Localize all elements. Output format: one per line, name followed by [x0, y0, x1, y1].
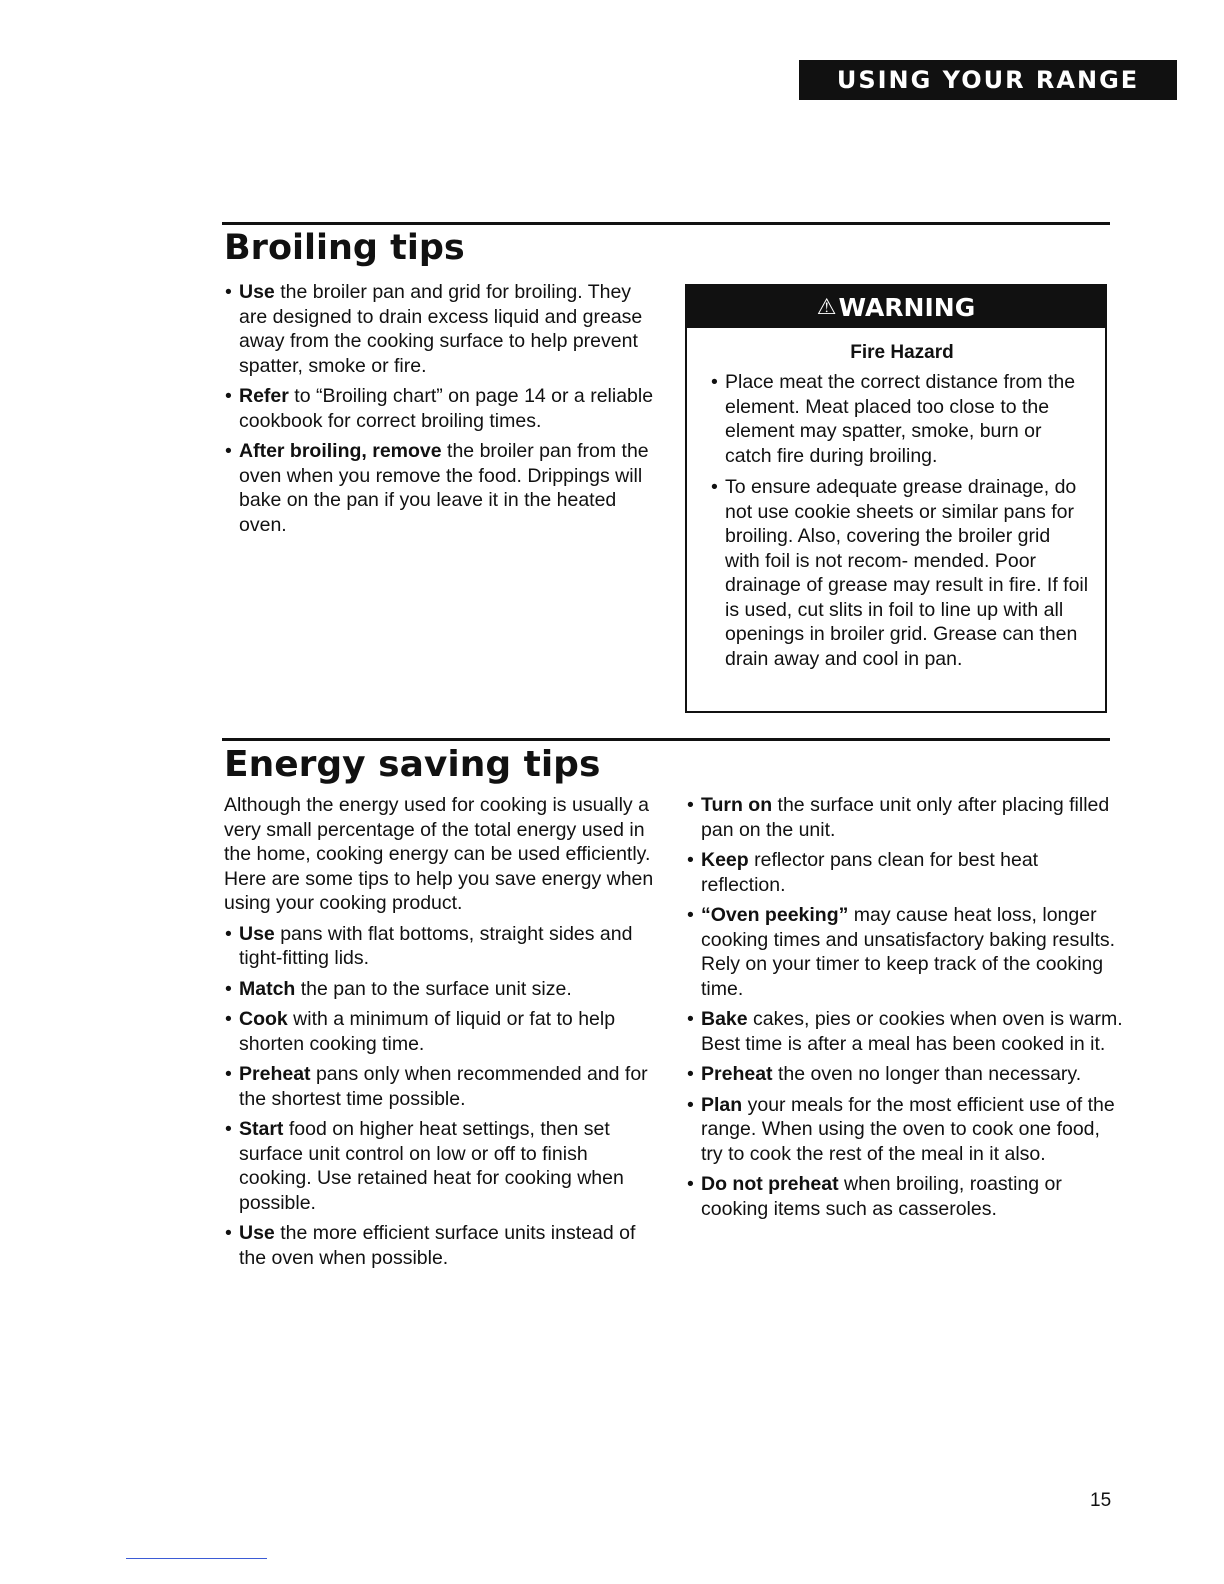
warning-box [685, 284, 1107, 713]
list-item [224, 1221, 654, 1270]
list-item [224, 977, 654, 1002]
tip-lead: Match [239, 977, 296, 1000]
tip-text: the broiler pan and grid for broiling. They are designed to drain excess liquid and grease away from the cooking surface to help prevent spatter, smoke or fire. [239, 281, 643, 377]
tip-lead: Keep [701, 849, 749, 871]
list-item [224, 439, 654, 537]
tip-lead: Use [239, 1222, 275, 1244]
section-divider [222, 738, 1110, 741]
tip-lead: Turn on [701, 794, 773, 816]
tip-text: reflector pans clean for best heat reflection. [701, 849, 1039, 896]
section-divider [222, 222, 1110, 225]
list-item [686, 1172, 1126, 1221]
section-banner: USING YOUR RANGE [799, 60, 1177, 100]
list-item [224, 1062, 654, 1111]
list-item [686, 1093, 1126, 1167]
tip-lead: Cook [239, 1008, 288, 1030]
energy-tips-right [686, 793, 1126, 1227]
list-item [224, 922, 654, 971]
tip-text: the pan to the surface unit size. [295, 977, 572, 1000]
page-number: 15 [1090, 1490, 1112, 1511]
tip-text: the oven no longer than necessary. [772, 1063, 1082, 1085]
list-item [686, 1007, 1126, 1056]
energy-title: Energy saving tips [224, 744, 601, 785]
tip-lead: “Oven peeking” [701, 904, 849, 926]
list-item [686, 1062, 1126, 1087]
list-item [686, 793, 1126, 842]
footer-line [126, 1558, 267, 1559]
tip-lead: Do not preheat [701, 1173, 839, 1195]
broiling-tips-list [224, 280, 654, 543]
energy-tips-left [224, 793, 654, 1276]
list-item [224, 280, 654, 378]
tip-text: to “Broiling chart” on page 14 or a reliable cookbook for correct broiling times. [239, 385, 654, 432]
tip-text: the surface unit only after placing filled pan on the unit. [701, 794, 1110, 841]
tip-lead: Start [239, 1118, 284, 1140]
warning-title: WARNING [838, 292, 976, 322]
tip-text: the more efficient surface units instead of the oven when possible. [239, 1222, 636, 1269]
tip-lead: Preheat [701, 1063, 773, 1085]
warning-item: • Place meat the correct distance from the element. Meat placed too close to the element may spatter, smoke, burn or catch fire during broiling. [711, 370, 1089, 468]
tip-lead: After broiling, remove [239, 440, 442, 462]
broiling-title: Broiling tips [224, 228, 465, 268]
tip-text: pans only when recommended and for the shortest time possible. [239, 1063, 648, 1110]
tip-text: pans with flat bottoms, straight sides and tight-fitting lids. [239, 922, 633, 969]
tip-text: with a minimum of liquid or fat to help shorten cooking time. [239, 1008, 616, 1055]
tip-lead: Plan [701, 1093, 743, 1116]
list-item [224, 1007, 654, 1056]
warning-triangle-icon: ⚠ [816, 294, 837, 320]
tip-text: may cause heat loss, longer cooking times and unsatisfactory baking results. Rely on your timer to keep track of the cooking time. [701, 904, 1116, 1000]
tip-text: cakes, pies or cookies when oven is warm. Best time is after a meal has been cooked in it. [701, 1008, 1123, 1055]
list-item [686, 903, 1126, 1001]
tip-lead: Use [239, 922, 275, 945]
energy-intro: Although the energy used for cooking is usually a very small percentage of the total energy used in the home, cooking energy can be used efficiently. Here are some tips to help you save energy when using your cooking product. [224, 794, 654, 914]
tip-lead: Refer [239, 385, 289, 407]
list-item [224, 384, 654, 433]
tip-lead: Bake [701, 1008, 748, 1030]
tip-text: your meals for the most efficient use of the range. When using the oven to cook one food, try to cook the rest of the meal in it also. [701, 1093, 1115, 1165]
warning-subtitle: Fire Hazard [850, 342, 954, 363]
tip-text: when broiling, roasting or cooking items such as casseroles. [701, 1173, 1062, 1220]
tip-text: the broiler pan from the oven when you remove the food. Drippings will bake on the pan if you leave it in the heated oven. [239, 440, 649, 536]
tip-text: food on higher heat settings, then set surface unit control on low or off to finish cooking. Use retained heat for cooking when possible. [239, 1118, 624, 1214]
list-item [686, 848, 1126, 897]
warning-item: • To ensure adequate grease drainage, do not use cookie sheets or similar pans for broiling. Also, covering the broiler grid with foil is not recom- mended. Poor drainage of grease may result in fire. If foil is used, cut slits in foil to line up with all openings in broiler grid. Grease can then drain away and cool in pan. [711, 475, 1089, 671]
tip-lead: Use [239, 281, 275, 303]
list-item [224, 1117, 654, 1215]
tip-lead: Preheat [239, 1063, 311, 1085]
warning-header [687, 286, 1105, 328]
